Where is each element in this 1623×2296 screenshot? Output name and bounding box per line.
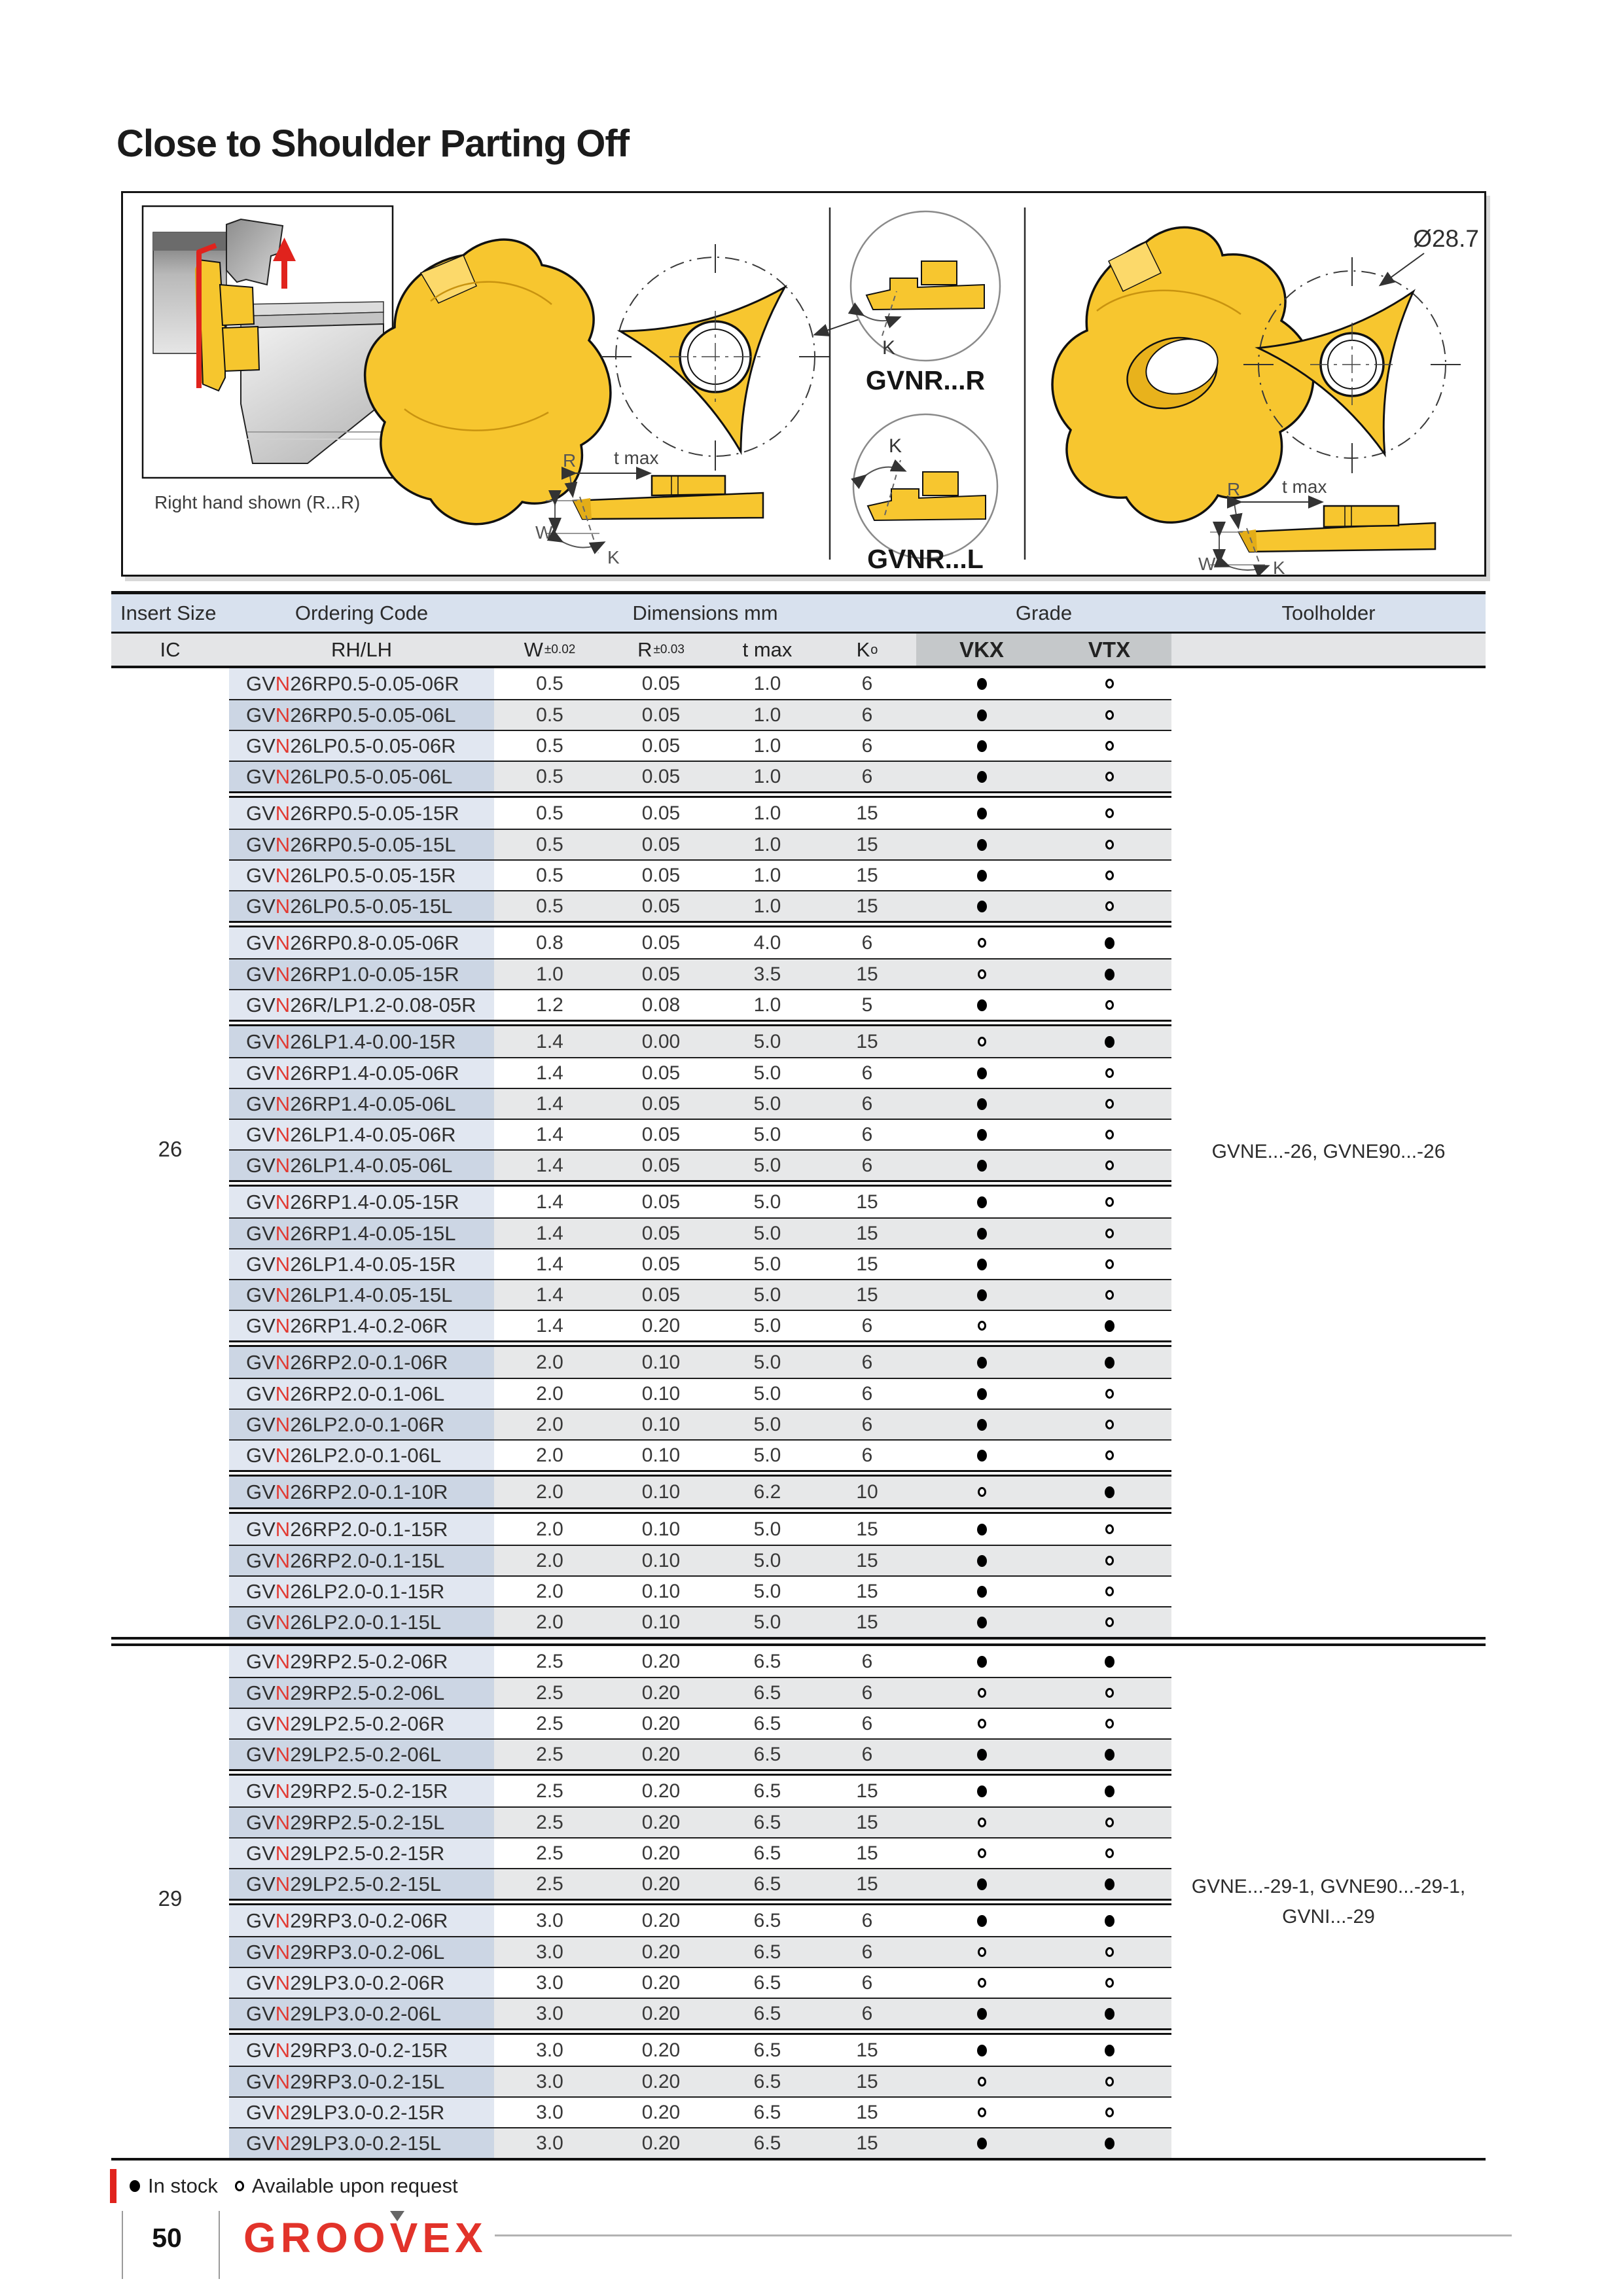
ordering-code: GV N 29LP3.0-0.2-15L [229, 2127, 494, 2158]
in-stock-dot [1105, 1036, 1115, 1048]
table-row: GV N 26LP2.0-0.1-15L 2.0 0.10 5.0 15 [111, 1606, 1486, 1637]
insert-side-view-26 [535, 448, 763, 567]
table-row: GV N 26RP1.4-0.05-15L 1.4 0.05 5.0 15 [111, 1217, 1486, 1248]
table-row: GV N 26R/LP1.2-0.08-05R 1.2 0.08 1.0 5 [111, 989, 1486, 1020]
ordering-code: GV N 26RP1.4-0.05-15R [229, 1187, 494, 1217]
in-stock-dot [977, 1160, 987, 1172]
ordering-code: GV N 29LP2.5-0.2-06L [229, 1738, 494, 1769]
ordering-code: GV N 26LP2.0-0.1-06R [229, 1408, 494, 1439]
table-row: GV N 26RP0.8-0.05-06R 0.8 0.05 4.0 6 [111, 927, 1486, 958]
page-number: 50 [152, 2223, 182, 2253]
table-body [111, 668, 1486, 2158]
ordering-code: GV N 29LP3.0-0.2-15R [229, 2096, 494, 2127]
subheader-r: R ±0.03 [637, 637, 685, 661]
gvnr-l-detail [853, 414, 997, 558]
table-row: GV N 26RP0.5-0.05-06R 0.5 0.05 1.0 6 [111, 668, 1486, 699]
on-request-dot [1105, 1524, 1114, 1534]
in-stock-dot [977, 1450, 987, 1462]
table-row: GV N 26RP1.4-0.05-15R 1.4 0.05 5.0 15 [111, 1187, 1486, 1217]
ordering-code: GV N 26LP1.4-0.05-15R [229, 1248, 494, 1279]
on-request-dot [1105, 1450, 1114, 1460]
in-stock-dot [1105, 1357, 1115, 1369]
ordering-code: GV N 29LP3.0-0.2-06L [229, 1998, 494, 2028]
on-request-dot [978, 969, 986, 979]
table-row: GV N 29LP3.0-0.2-15R 3.0 0.20 6.5 15 [111, 2096, 1486, 2127]
in-stock-dot [1105, 1785, 1115, 1797]
on-request-dot [1105, 1556, 1114, 1566]
on-request-dot [1105, 840, 1114, 850]
ordering-code: GV N 26RP1.4-0.05-06L [229, 1088, 494, 1119]
table-row: GV N 26LP2.0-0.1-06L 2.0 0.10 5.0 6 [111, 1439, 1486, 1470]
table-row: GV N 29RP2.5-0.2-15R 2.5 0.20 6.5 15 [111, 1776, 1486, 1806]
in-stock-dot [977, 1555, 987, 1567]
ordering-code: GV N 26RP0.5-0.05-06R [229, 668, 494, 699]
ordering-code: GV N 29RP3.0-0.2-06L [229, 1936, 494, 1967]
svg-text:K: K [607, 547, 620, 567]
header-toolholder: Toolholder [1281, 601, 1376, 624]
in-stock-dot [977, 1586, 987, 1598]
in-stock-dot [977, 839, 987, 851]
table-row: GV N 29RP3.0-0.2-15R 3.0 0.20 6.5 15 [111, 2035, 1486, 2066]
ordering-code: GV N 29LP2.5-0.2-15R [229, 1837, 494, 1868]
header-dimensions: Dimensions mm [632, 601, 778, 624]
logo-triangle-icon [390, 2211, 404, 2221]
on-request-dot [1105, 901, 1114, 911]
table-row: GV N 29RP2.5-0.2-06R 2.5 0.20 6.5 6 [111, 1646, 1486, 1677]
table-row: GV N 26LP1.4-0.00-15R 1.4 0.00 5.0 15 [111, 1026, 1486, 1057]
ordering-code: GV N 26RP2.0-0.1-06R [229, 1347, 494, 1378]
ordering-code: GV N 26LP0.5-0.05-06L [229, 761, 494, 791]
table-row: GV N 26LP0.5-0.05-06R 0.5 0.05 1.0 6 [111, 730, 1486, 761]
on-request-dot [1105, 772, 1114, 781]
subheader-k: K o [856, 637, 878, 661]
on-request-dot [1105, 808, 1114, 818]
block-separator [229, 1470, 1171, 1477]
table-row: GV N 29LP2.5-0.2-15L 2.5 0.20 6.5 15 [111, 1868, 1486, 1899]
on-request-dot [1105, 2108, 1114, 2117]
ordering-code: GV N 26LP1.4-0.05-06L [229, 1149, 494, 1180]
on-request-dot [978, 2108, 986, 2117]
on-request-dot [978, 1818, 986, 1827]
in-stock-dot [1105, 1656, 1115, 1668]
in-stock-dot [977, 870, 987, 882]
table-row: GV N 29RP3.0-0.2-06L 3.0 0.20 6.5 6 [111, 1936, 1486, 1967]
in-stock-dot [1105, 2138, 1115, 2149]
ordering-code: GV N 26R/LP1.2-0.08-05R [229, 989, 494, 1020]
svg-text:t max: t max [614, 448, 659, 468]
table-row: GV N 26RP1.4-0.05-06R 1.4 0.05 5.0 6 [111, 1057, 1486, 1088]
on-request-dot [978, 2077, 986, 2087]
footer-horizontal-line [495, 2234, 1512, 2236]
in-stock-dot [977, 1388, 987, 1400]
block-separator [229, 1340, 1171, 1347]
gvnr-r-label: GVNR...R [865, 365, 986, 395]
in-stock-dot [977, 999, 987, 1011]
table-row: GV N 29LP3.0-0.2-06R 3.0 0.20 6.5 6 [111, 1967, 1486, 1998]
in-stock-dot [977, 1259, 987, 1270]
in-stock-dot [977, 1749, 987, 1761]
in-stock-dot [1105, 969, 1115, 980]
in-stock-dot [977, 901, 987, 912]
table-row: GV N 26RP2.0-0.1-15R 2.0 0.10 5.0 15 [111, 1514, 1486, 1545]
on-request-dot [978, 1487, 986, 1497]
insert-3d-view-26 [365, 240, 611, 524]
block-separator [229, 1769, 1171, 1776]
page-title: Close to Shoulder Parting Off [116, 122, 630, 165]
ordering-code: GV N 26LP2.0-0.1-15R [229, 1575, 494, 1606]
in-stock-label: In stock [148, 2174, 218, 2197]
on-request-dot [1105, 1229, 1114, 1238]
table-row: GV N 26RP2.0-0.1-15L 2.0 0.10 5.0 15 [111, 1545, 1486, 1575]
in-stock-dot [977, 771, 987, 783]
on-request-dot [1105, 1197, 1114, 1207]
ordering-code: GV N 26RP2.0-0.1-06L [229, 1378, 494, 1408]
in-stock-dot [1105, 1749, 1115, 1761]
insert-top-view-26 [601, 227, 845, 471]
on-request-dot [1105, 1290, 1114, 1300]
on-request-dot [978, 1719, 986, 1729]
on-request-dot [1105, 1848, 1114, 1858]
on-request-dot [1105, 741, 1114, 751]
table-row: GV N 29LP2.5-0.2-06R 2.5 0.20 6.5 6 [111, 1708, 1486, 1738]
in-stock-dot [977, 1289, 987, 1301]
svg-text:K: K [882, 337, 896, 359]
ordering-code: GV N 29RP2.5-0.2-06L [229, 1677, 494, 1708]
table-row: GV N 26RP0.5-0.05-15R 0.5 0.05 1.0 15 [111, 798, 1486, 829]
gvnr-r-detail [851, 211, 1000, 361]
on-request-dot [1105, 1818, 1114, 1827]
on-request-dot [1105, 870, 1114, 880]
subheader-ic: IC [160, 637, 181, 661]
in-stock-dot [977, 678, 987, 690]
ordering-code: GV N 26LP0.5-0.05-15L [229, 890, 494, 921]
in-stock-dot [1105, 1486, 1115, 1498]
header-ordering-code: Ordering Code [294, 601, 429, 624]
on-request-dot [1105, 1947, 1114, 1957]
in-stock-dot [977, 1524, 987, 1535]
ordering-code: GV N 26RP2.0-0.1-15L [229, 1545, 494, 1575]
header-insert-size: Insert Size [120, 601, 217, 624]
on-request-dot [1105, 1688, 1114, 1698]
table-row: GV N 26LP1.4-0.05-15R 1.4 0.05 5.0 15 [111, 1248, 1486, 1279]
table-row: GV N 26LP2.0-0.1-15R 2.0 0.10 5.0 15 [111, 1575, 1486, 1606]
svg-text:W: W [535, 522, 553, 543]
in-stock-dot [977, 1656, 987, 1668]
insert-size-26: 26 [158, 1137, 183, 1161]
toolholder-29: GVNE...-29-1, GVNE90...-29-1, GVNI...-29 [1191, 1876, 1466, 1928]
on-request-dot [978, 1037, 986, 1047]
table-row: GV N 26LP1.4-0.05-06L 1.4 0.05 5.0 6 [111, 1149, 1486, 1180]
ordering-code: GV N 26LP0.5-0.05-06R [229, 730, 494, 761]
table-row: GV N 26RP1.4-0.2-06R 1.4 0.20 5.0 6 [111, 1310, 1486, 1340]
table-row: GV N 26LP0.5-0.05-15R 0.5 0.05 1.0 15 [111, 859, 1486, 890]
subheader-tmax: t max [742, 637, 793, 661]
legend-red-bar [110, 2169, 116, 2203]
svg-text:K: K [889, 435, 902, 457]
svg-text:R: R [1227, 479, 1241, 499]
insert-size-29: 29 [158, 1886, 183, 1910]
in-stock-dot [977, 2045, 987, 2056]
table-row: GV N 29LP3.0-0.2-15L 3.0 0.20 6.5 15 [111, 2127, 1486, 2158]
block-separator [229, 791, 1171, 798]
on-request-dot [978, 1978, 986, 1988]
gvnr-l-label: GVNR...L [867, 544, 984, 574]
table-row: GV N 26RP0.5-0.05-15L 0.5 0.05 1.0 15 [111, 829, 1486, 859]
block-separator [229, 1899, 1171, 1905]
on-request-dot [1105, 1259, 1114, 1269]
ordering-code: GV N 26RP0.5-0.05-15R [229, 798, 494, 829]
ordering-code: GV N 26RP0.5-0.05-15L [229, 829, 494, 859]
subheader-vtx: VTX [1047, 634, 1171, 666]
ordering-code: GV N 26LP0.5-0.05-15R [229, 859, 494, 890]
in-stock-dot [977, 1419, 987, 1431]
in-stock-dot [977, 1067, 987, 1079]
on-request-dot [1105, 1587, 1114, 1596]
svg-text:Ø28.7: Ø28.7 [1413, 225, 1479, 252]
on-request-dot [1105, 1389, 1114, 1399]
in-stock-dot [1105, 2008, 1115, 2020]
ordering-code: GV N 29RP2.5-0.2-15R [229, 1776, 494, 1806]
table-row: GV N 26LP1.4-0.05-15L 1.4 0.05 5.0 15 [111, 1279, 1486, 1310]
table-row: GV N 26RP2.0-0.1-10R 2.0 0.10 6.2 10 [111, 1477, 1486, 1507]
table-row: GV N 29RP3.0-0.2-15L 3.0 0.20 6.5 15 [111, 2066, 1486, 2096]
on-request-dot [1105, 710, 1114, 720]
ordering-code: GV N 26RP0.8-0.05-06R [229, 927, 494, 958]
diagram-panel [121, 191, 1486, 577]
ordering-code: GV N 29RP2.5-0.2-15L [229, 1806, 494, 1837]
ordering-code: GV N 29RP2.5-0.2-06R [229, 1646, 494, 1677]
table-row: GV N 29RP2.5-0.2-15L 2.5 0.20 6.5 15 [111, 1806, 1486, 1837]
ordering-code: GV N 29LP3.0-0.2-06R [229, 1967, 494, 1998]
stock-legend [110, 2168, 458, 2204]
table-row: GV N 26RP0.5-0.05-06L 0.5 0.05 1.0 6 [111, 699, 1486, 730]
in-stock-dot-icon [130, 2180, 140, 2192]
ordering-code: GV N 29LP2.5-0.2-15L [229, 1868, 494, 1899]
ordering-code: GV N 29RP3.0-0.2-06R [229, 1905, 494, 1936]
on-request-dot [1105, 1719, 1114, 1729]
ordering-code: GV N 26RP1.0-0.05-15R [229, 958, 494, 989]
on-request-dot [978, 1848, 986, 1858]
on-request-dot [1105, 1068, 1114, 1078]
in-stock-dot [1105, 1320, 1115, 1332]
ordering-code: GV N 26RP1.4-0.2-06R [229, 1310, 494, 1340]
block-separator [229, 1507, 1171, 1514]
on-request-dot [1105, 2077, 1114, 2087]
in-stock-dot [1105, 1915, 1115, 1927]
table-row: GV N 26LP2.0-0.1-06R 2.0 0.10 5.0 6 [111, 1408, 1486, 1439]
on-request-dot [1105, 1099, 1114, 1109]
in-stock-dot [1105, 1878, 1115, 1890]
table-row: GV N 26LP0.5-0.05-15L 0.5 0.05 1.0 15 [111, 890, 1486, 921]
in-stock-dot [977, 1098, 987, 1110]
block-separator [229, 1180, 1171, 1187]
in-stock-dot [977, 740, 987, 752]
available-dot-icon [235, 2181, 244, 2191]
block-separator [229, 1020, 1171, 1026]
diameter-287-annotation [1381, 225, 1479, 285]
group-separator [111, 1637, 1486, 1646]
table-row: GV N 26RP1.4-0.05-06L 1.4 0.05 5.0 6 [111, 1088, 1486, 1119]
toolholder-26: GVNE...-26, GVNE90...-26 [1211, 1141, 1446, 1162]
in-stock-dot [977, 2008, 987, 2020]
svg-text:t max: t max [1282, 476, 1327, 497]
ordering-code: GV N 26RP2.0-0.1-10R [229, 1477, 494, 1507]
ordering-code: GV N 26LP2.0-0.1-06L [229, 1439, 494, 1470]
ordering-code: GV N 26RP1.4-0.05-15L [229, 1217, 494, 1248]
ordering-code: GV N 26RP2.0-0.1-15R [229, 1514, 494, 1545]
subheader-rhlh: RH/LH [330, 637, 392, 661]
block-separator [229, 2028, 1171, 2035]
ordering-code: GV N 26RP0.5-0.05-06L [229, 699, 494, 730]
table-row: GV N 26LP1.4-0.05-06R 1.4 0.05 5.0 6 [111, 1119, 1486, 1149]
diagram-svg [123, 193, 1484, 575]
ordering-code: GV N 26LP1.4-0.05-15L [229, 1279, 494, 1310]
svg-text:W: W [1198, 554, 1216, 574]
table-row: GV N 26LP0.5-0.05-06L 0.5 0.05 1.0 6 [111, 761, 1486, 791]
ordering-code: GV N 29LP2.5-0.2-06R [229, 1708, 494, 1738]
insert-table [111, 591, 1486, 2161]
diagram-caption: Right hand shown (R...R) [154, 492, 361, 512]
header-grade: Grade [1015, 601, 1073, 624]
in-stock-dot [977, 709, 987, 721]
on-request-dot [978, 1321, 986, 1331]
on-request-dot [1105, 1420, 1114, 1429]
insert-3d-view-29 [1052, 227, 1313, 522]
in-stock-dot [977, 808, 987, 819]
in-stock-dot [977, 1878, 987, 1890]
in-stock-dot [977, 1196, 987, 1208]
table-row: GV N 29LP2.5-0.2-06L 2.5 0.20 6.5 6 [111, 1738, 1486, 1769]
table-row: GV N 26RP2.0-0.1-06L 2.0 0.10 5.0 6 [111, 1378, 1486, 1408]
in-stock-dot [977, 2138, 987, 2149]
on-request-dot [1105, 1160, 1114, 1170]
groovex-logo: GROOVEX [243, 2214, 488, 2261]
on-request-dot [1105, 679, 1114, 689]
ordering-code: GV N 26LP2.0-0.1-15L [229, 1606, 494, 1637]
in-stock-dot [977, 1129, 987, 1141]
table-bottom-border [111, 2158, 1486, 2161]
available-label: Available upon request [251, 2174, 458, 2197]
table-subheader-row [111, 632, 1486, 668]
subheader-w: W ±0.02 [524, 637, 576, 661]
in-stock-dot [1105, 2045, 1115, 2056]
insert-side-view-29 [1198, 476, 1435, 575]
on-request-dot [978, 1688, 986, 1698]
machining-illustration [143, 206, 393, 512]
ordering-code: GV N 26LP1.4-0.00-15R [229, 1026, 494, 1057]
svg-text:K: K [1273, 558, 1285, 575]
in-stock-dot [977, 1357, 987, 1369]
ordering-code: GV N 29RP3.0-0.2-15R [229, 2035, 494, 2066]
table-row: GV N 26RP2.0-0.1-06R 2.0 0.10 5.0 6 [111, 1347, 1486, 1378]
table-row: GV N 29RP3.0-0.2-06R 3.0 0.20 6.5 6 [111, 1905, 1486, 1936]
on-request-dot [978, 938, 986, 948]
footer-rule-left [122, 2211, 123, 2279]
footer-rule-mid [219, 2211, 220, 2279]
in-stock-dot [977, 1785, 987, 1797]
on-request-dot [1105, 1000, 1114, 1010]
table-header-row [111, 591, 1486, 632]
in-stock-dot [977, 1915, 987, 1927]
on-request-dot [978, 1947, 986, 1957]
in-stock-dot [977, 1617, 987, 1628]
on-request-dot [1105, 1130, 1114, 1139]
on-request-dot [1105, 1617, 1114, 1627]
on-request-dot [1105, 1978, 1114, 1988]
subheader-vkx: VKX [916, 634, 1047, 666]
block-separator [229, 921, 1171, 927]
in-stock-dot [1105, 937, 1115, 949]
table-row: GV N 29RP2.5-0.2-06L 2.5 0.20 6.5 6 [111, 1677, 1486, 1708]
table-row: GV N 29LP2.5-0.2-15R 2.5 0.20 6.5 15 [111, 1837, 1486, 1868]
ordering-code: GV N 26LP1.4-0.05-06R [229, 1119, 494, 1149]
ordering-code: GV N 29RP3.0-0.2-15L [229, 2066, 494, 2096]
table-row: GV N 26RP1.0-0.05-15R 1.0 0.05 3.5 15 [111, 958, 1486, 989]
table-row: GV N 29LP3.0-0.2-06L 3.0 0.20 6.5 6 [111, 1998, 1486, 2028]
ordering-code: GV N 26RP1.4-0.05-06R [229, 1057, 494, 1088]
in-stock-dot [977, 1228, 987, 1240]
svg-text:R: R [563, 450, 577, 471]
